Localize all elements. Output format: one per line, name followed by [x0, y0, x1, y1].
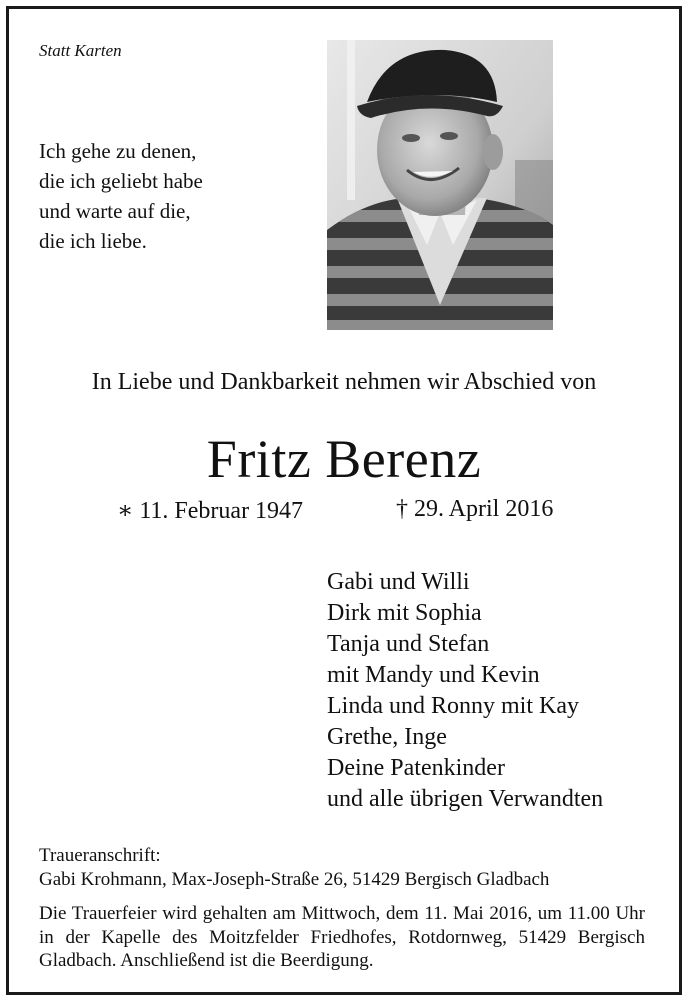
address-label: Traueranschrift:	[39, 845, 161, 866]
mourner-line: Deine Patenkinder	[327, 755, 505, 781]
farewell-intro: In Liebe und Dankbarkeit nehmen wir Abschied von	[91, 369, 597, 395]
poem-line: und warte auf die,	[39, 199, 191, 223]
poem-line: die ich liebe.	[39, 229, 147, 253]
header-note: Statt Karten	[39, 41, 122, 60]
address-text: Gabi Krohmann, Max-Joseph-Straße 26, 51429 Bergisch Gladbach	[39, 869, 550, 890]
poem-line: Ich gehe zu denen,	[39, 139, 197, 163]
funeral-service-info: Die Trauerfeier wird gehalten am Mittwoch, dem 11. Mai 2016, um 11.00 Uhr in der Kapelle des Moitzfelder Friedhofes, Rotdornweg, 51429 Bergisch Gladbach. Anschließend ist die Beerdigung.	[39, 903, 645, 971]
poem-line: die ich geliebt habe	[39, 169, 203, 193]
mourner-line: Grethe, Inge	[327, 724, 447, 750]
poem	[39, 136, 203, 256]
mourner-line: Tanja und Stefan	[327, 631, 490, 657]
mourning-address	[39, 844, 549, 892]
obituary-notice	[6, 6, 682, 995]
deceased-name: Fritz Berenz	[206, 429, 482, 489]
portrait-photo	[327, 40, 553, 330]
mourner-line: Gabi und Willi	[327, 569, 470, 595]
mourner-line: Linda und Ronny mit Kay	[327, 693, 579, 719]
death-date: † 29. April 2016	[396, 496, 554, 522]
birth-date: ∗ 11. Februar 1947	[117, 498, 304, 524]
mourner-line: Dirk mit Sophia	[327, 600, 482, 626]
mourners-list	[327, 567, 603, 815]
mourner-line: mit Mandy und Kevin	[327, 662, 540, 688]
mourner-line: und alle übrigen Verwandten	[327, 786, 604, 812]
